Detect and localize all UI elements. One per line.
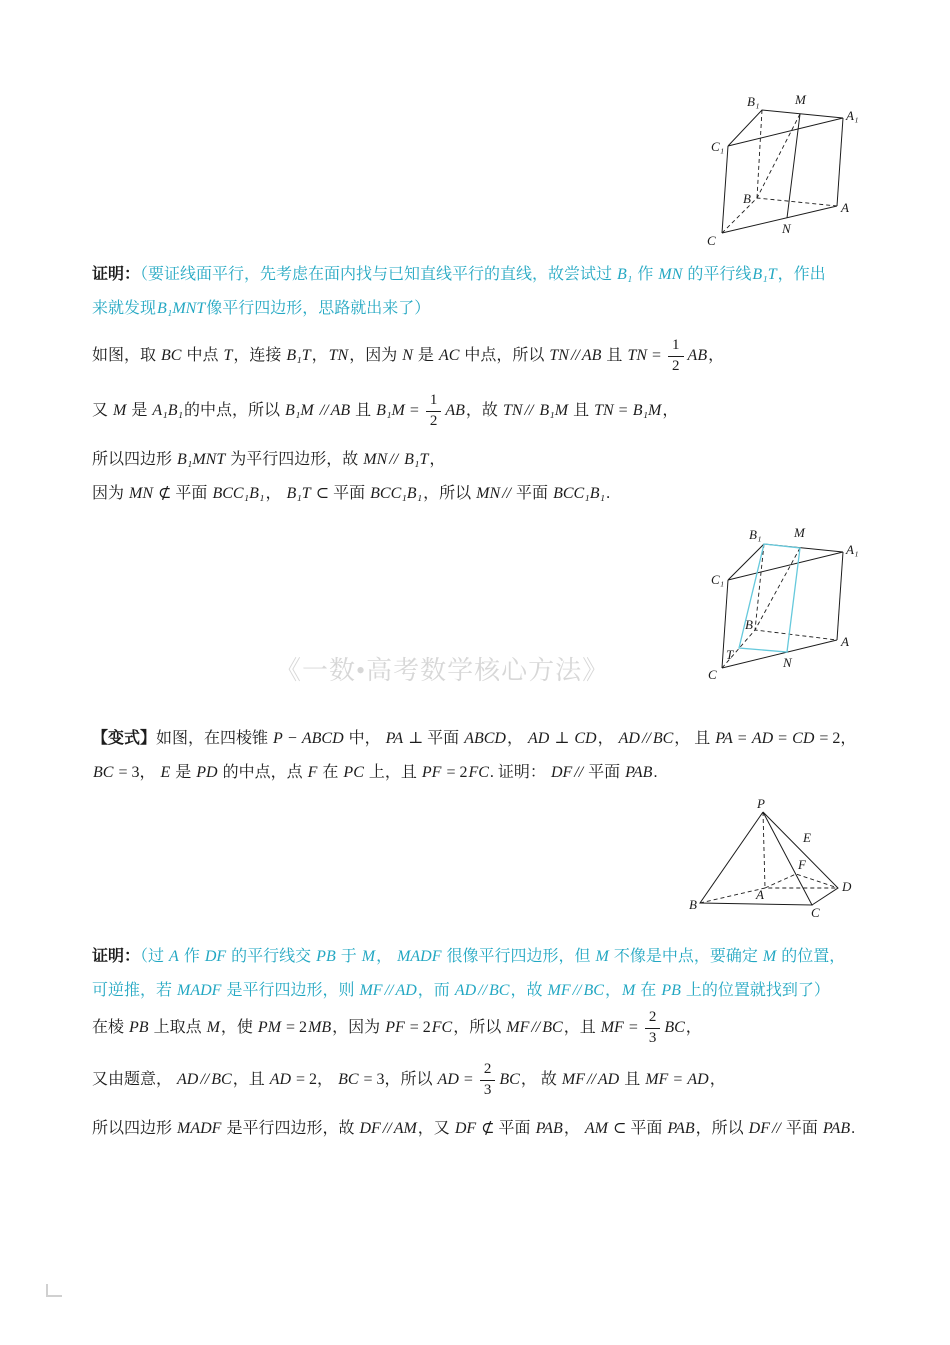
proof2-label: 证明：	[92, 948, 141, 965]
proof2-line1: 在棱 PB 上取点 M，使 PM = 2MB，因为 PF = 2FC，所以 MF // BC，且 MF = $\frac{2}{3}$ BC，	[92, 1009, 702, 1046]
fig3-labels	[689, 798, 852, 920]
fig3-label-E: E	[803, 830, 811, 845]
fig3-label-C: C	[811, 905, 820, 920]
variation-line2: BC = 3， E 是 PD 的中点，点 F 在 PC 上，且 PF = 2FC. 证明： DF // 平面 PAB.	[93, 764, 658, 781]
fig2-label-A: A	[841, 634, 849, 649]
fig2-label-B1: B₁	[749, 527, 762, 542]
fig3-label-B: B	[689, 897, 697, 912]
watermark: 《一数•高考数学核心方法》	[275, 656, 610, 685]
figure-pyramid	[680, 798, 855, 920]
proof1-hint-text1: （要证线面平行，先考虑在面内找与已知直线平行的直线，故尝试过 B₁ 作 MN 的平行线B₁T，作出	[140, 266, 826, 283]
fig3-edges	[700, 812, 838, 905]
fig2-label-T: T	[726, 647, 734, 662]
fig1-label-A: A	[841, 200, 849, 215]
fig3-label-P: P	[757, 798, 765, 811]
fig1-label-A1: A₁	[846, 108, 859, 123]
fig1-label-B1: B₁	[747, 94, 760, 109]
fig2-label-A1: A₁	[846, 542, 859, 557]
fig1-labels	[707, 92, 858, 248]
fig1-label-C1: C₁	[711, 139, 725, 154]
fig2-edges	[722, 544, 843, 668]
fig1-label-N: N	[782, 221, 791, 236]
fig2-labels	[708, 525, 858, 682]
fig2-label-M: M	[794, 525, 805, 540]
proof2-hint-line2: 可逆推，若 MADF 是平行四边形，则 MF // AD，而 AD // BC，故 MF // BC，M 在 PB 上的位置就找到了）	[92, 982, 830, 999]
figure-prism-1	[695, 90, 867, 250]
proof2-hint-text1: （过 A 作 DF 的平行线交 PB 于 M， MADF 很像平行四边形，但 M 不像是中点，要确定 M 的位置，	[140, 948, 846, 965]
proof1-line4: 因为 MN ⊄ 平面 BCC₁B₁， B₁T ⊂ 平面 BCC₁B₁，所以 MN // 平面 BCC₁B₁.	[92, 485, 611, 502]
proof1-line3: 所以四边形 B₁MNT 为平行四边形，故 MN // B₁T，	[92, 451, 446, 468]
fig1-label-M: M	[795, 92, 806, 107]
proof2-line2: 又由题意， AD // BC，且 AD = 2， BC = 3，所以 AD = $\frac{2}{3}$ BC， 故 MF // AD 且 MF = AD，	[92, 1061, 726, 1098]
corner-mark	[46, 1284, 62, 1297]
variation-line1: 【变式】如图，在四棱锥 P − ABCD 中， PA ⊥ 平面 ABCD， AD ⊥ CD， AD // BC， 且 PA = AD = CD = 2，	[92, 730, 857, 747]
fig1-label-B: B	[743, 191, 751, 206]
fig1-edges	[722, 110, 843, 233]
figure-prism-2	[695, 522, 867, 684]
fig3-label-A: A	[756, 887, 764, 902]
fig1-label-C: C	[707, 233, 716, 248]
proof1-line1: 如图，取 BC 中点 T，连接 B₁T，TN，因为 N 是 AC 中点，所以 TN // AB 且 TN = $\frac{1}{2}$ AB，	[92, 337, 725, 374]
fig2-label-B: B	[745, 617, 753, 632]
fig2-label-C: C	[708, 667, 717, 682]
proof1-label: 证明：	[92, 266, 141, 283]
fig2-label-N: N	[783, 655, 792, 670]
proof1-hint-line1	[92, 264, 826, 286]
proof2-hint-line1	[92, 946, 845, 968]
proof1-line2: 又 M 是 A₁B₁的中点，所以 B₁M // AB 且 B₁M = $\frac{1}{2}$ AB，故 TN // B₁M 且 TN = B₁M，	[92, 392, 679, 429]
proof1-hint-line2: 来就发现B₁MNT像平行四边形，思路就出来了）	[92, 300, 431, 317]
proof2-line3: 所以四边形 MADF 是平行四边形，故 DF // AM，又 DF ⊄ 平面 PAB， AM ⊂ 平面 PAB，所以 DF // 平面 PAB.	[92, 1120, 856, 1137]
fig3-label-D: D	[842, 879, 852, 894]
fig2-label-C1: C₁	[711, 572, 725, 587]
fig3-label-F: F	[798, 857, 806, 872]
